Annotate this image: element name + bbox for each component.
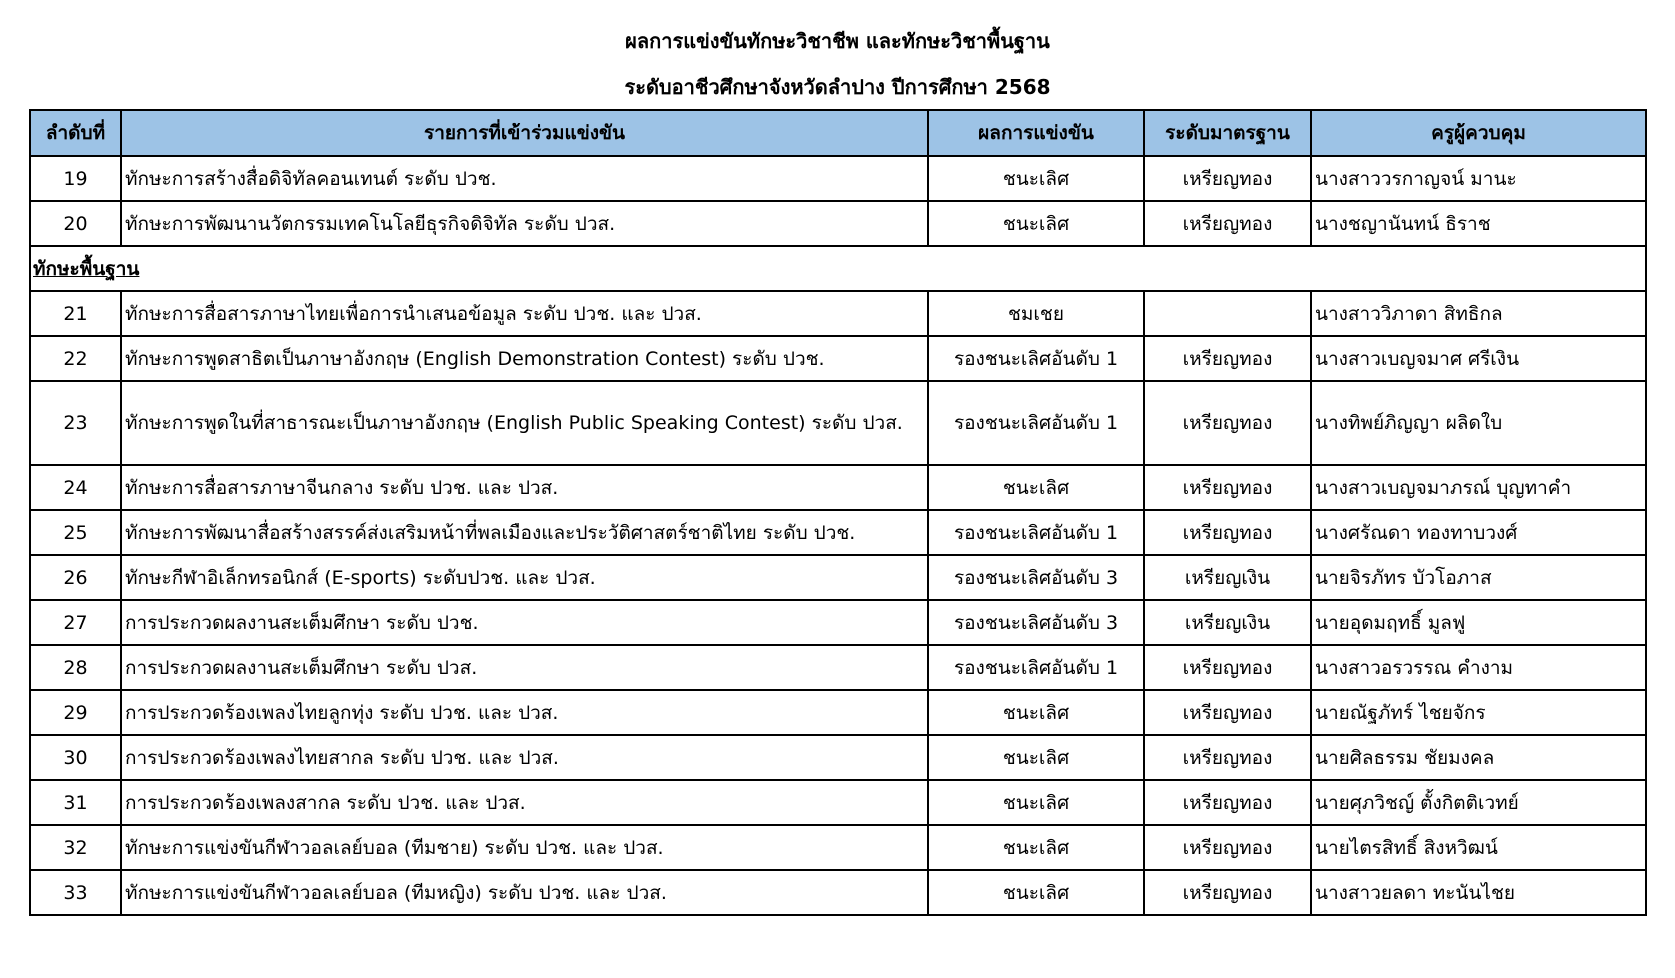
row-teacher: นายศิลธรรม ชัยมงคล [1311, 735, 1646, 780]
row-result: รองชนะเลิศอันดับ 1 [928, 645, 1144, 690]
row-no: 22 [30, 336, 121, 381]
row-teacher: นางสาวเบญจมาภรณ์ บุญทาคำ [1311, 465, 1646, 510]
row-item: ทักษะการพูดในที่สาธารณะเป็นภาษาอังกฤษ (English Public Speaking Contest) ระดับ ปวส. [121, 381, 928, 465]
row-no: 30 [30, 735, 121, 780]
row-result: ชนะเลิศ [928, 156, 1144, 201]
row-standard: เหรียญทอง [1144, 381, 1311, 465]
section-row [30, 246, 1646, 291]
row-teacher: นายจิรภัทร บัวโอภาส [1311, 555, 1646, 600]
table-row [30, 336, 1646, 381]
header-item: รายการที่เข้าร่วมแข่งขัน [121, 110, 928, 156]
row-item: ทักษะการพัฒนาสื่อสร้างสรรค์ส่งเสริมหน้าที่พลเมืองและประวัติศาสตร์ชาติไทย ระดับ ปวช. [121, 510, 928, 555]
row-standard: เหรียญทอง [1144, 690, 1311, 735]
row-teacher: นายไตรสิทธิ์ สิงหวิฒน์ [1311, 825, 1646, 870]
row-no: 21 [30, 291, 121, 336]
table-row [30, 465, 1646, 510]
table-row [30, 555, 1646, 600]
row-no: 26 [30, 555, 121, 600]
row-no: 31 [30, 780, 121, 825]
row-item: ทักษะการแข่งขันกีฬาวอลเลย์บอล (ทีมหญิง) ระดับ ปวช. และ ปวส. [121, 870, 928, 915]
row-teacher: นางสาวอรวรรณ คำงาม [1311, 645, 1646, 690]
row-teacher: นายศุภวิชญ์ ตั้งกิตติเวทย์ [1311, 780, 1646, 825]
row-standard: เหรียญทอง [1144, 735, 1311, 780]
row-result: ชมเชย [928, 291, 1144, 336]
row-no: 29 [30, 690, 121, 735]
row-result: รองชนะเลิศอันดับ 1 [928, 336, 1144, 381]
row-result: ชนะเลิศ [928, 690, 1144, 735]
row-standard: เหรียญทอง [1144, 201, 1311, 246]
row-item: ทักษะการสร้างสื่อดิจิทัลคอนเทนต์ ระดับ ปวช. [121, 156, 928, 201]
row-item: การประกวดร้องเพลงสากล ระดับ ปวช. และ ปวส. [121, 780, 928, 825]
row-standard: เหรียญทอง [1144, 156, 1311, 201]
row-item: การประกวดผลงานสะเต็มศึกษา ระดับ ปวช. [121, 600, 928, 645]
row-result: รองชนะเลิศอันดับ 3 [928, 600, 1144, 645]
row-result: รองชนะเลิศอันดับ 1 [928, 510, 1144, 555]
row-standard: เหรียญทอง [1144, 870, 1311, 915]
table-row [30, 780, 1646, 825]
row-result: ชนะเลิศ [928, 735, 1144, 780]
row-item: ทักษะการพูดสาธิตเป็นภาษาอังกฤษ (English Demonstration Contest) ระดับ ปวช. [121, 336, 928, 381]
header-result: ผลการแข่งขัน [928, 110, 1144, 156]
row-teacher: นางศรัณดา ทองทาบวงศ์ [1311, 510, 1646, 555]
row-item: ทักษะกีฬาอิเล็กทรอนิกส์ (E-sports) ระดับปวช. และ ปวส. [121, 555, 928, 600]
row-result: ชนะเลิศ [928, 465, 1144, 510]
row-standard: เหรียญทอง [1144, 825, 1311, 870]
row-standard: เหรียญทอง [1144, 645, 1311, 690]
row-teacher: นายอุดมฤทธิ์ มูลฟู [1311, 600, 1646, 645]
row-item: ทักษะการแข่งขันกีฬาวอลเลย์บอล (ทีมชาย) ระดับ ปวช. และ ปวส. [121, 825, 928, 870]
document-title-line1: ผลการแข่งขันทักษะวิชาชีพ และทักษะวิชาพื้นฐาน [625, 29, 1050, 53]
table-row [30, 600, 1646, 645]
table-row [30, 825, 1646, 870]
document-title-line2: ระดับอาชีวศึกษาจังหวัดลำปาง ปีการศึกษา 2568 [624, 75, 1051, 99]
table-row [30, 870, 1646, 915]
row-no: 28 [30, 645, 121, 690]
row-item: ทักษะการสื่อสารภาษาไทยเพื่อการนำเสนอข้อมูล ระดับ ปวช. และ ปวส. [121, 291, 928, 336]
row-no: 20 [30, 201, 121, 246]
row-result: ชนะเลิศ [928, 825, 1144, 870]
row-standard: เหรียญทอง [1144, 780, 1311, 825]
row-teacher: นางทิพย์ภิญญา ผลิดใบ [1311, 381, 1646, 465]
table-row [30, 690, 1646, 735]
row-standard: เหรียญทอง [1144, 510, 1311, 555]
row-standard: เหรียญทอง [1144, 465, 1311, 510]
table-row [30, 381, 1646, 465]
row-teacher: นางสาววิภาดา สิทธิกล [1311, 291, 1646, 336]
row-no: 33 [30, 870, 121, 915]
row-standard: เหรียญเงิน [1144, 600, 1311, 645]
row-teacher: นางสาวยลดา ทะนันไชย [1311, 870, 1646, 915]
row-standard [1144, 291, 1311, 336]
row-no: 19 [30, 156, 121, 201]
row-standard: เหรียญทอง [1144, 336, 1311, 381]
row-result: ชนะเลิศ [928, 870, 1144, 915]
table-row [30, 156, 1646, 201]
row-item: การประกวดร้องเพลงไทยลูกทุ่ง ระดับ ปวช. และ ปวส. [121, 690, 928, 735]
row-item: ทักษะการพัฒนานวัตกรรมเทคโนโลยีธุรกิจดิจิทัล ระดับ ปวส. [121, 201, 928, 246]
row-no: 23 [30, 381, 121, 465]
table-row [30, 735, 1646, 780]
table-row [30, 291, 1646, 336]
row-teacher: นางสาววรกาญจน์ มานะ [1311, 156, 1646, 201]
row-teacher: นางสาวเบญจมาศ ศรีเงิน [1311, 336, 1646, 381]
row-no: 25 [30, 510, 121, 555]
table-header-row [30, 110, 1646, 156]
table-row [30, 510, 1646, 555]
header-teacher: ครูผู้ควบคุม [1311, 110, 1646, 156]
row-standard: เหรียญเงิน [1144, 555, 1311, 600]
row-result: รองชนะเลิศอันดับ 1 [928, 381, 1144, 465]
row-result: ชนะเลิศ [928, 780, 1144, 825]
row-item: ทักษะการสื่อสารภาษาจีนกลาง ระดับ ปวช. และ ปวส. [121, 465, 928, 510]
row-no: 24 [30, 465, 121, 510]
row-result: รองชนะเลิศอันดับ 3 [928, 555, 1144, 600]
table-row [30, 201, 1646, 246]
results-table [29, 109, 1647, 916]
row-teacher: นายณัฐภัทร์ ไชยจักร [1311, 690, 1646, 735]
header-standard: ระดับมาตรฐาน [1144, 110, 1311, 156]
row-no: 32 [30, 825, 121, 870]
row-result: ชนะเลิศ [928, 201, 1144, 246]
header-no: ลำดับที่ [30, 110, 121, 156]
row-item: การประกวดผลงานสะเต็มศึกษา ระดับ ปวส. [121, 645, 928, 690]
row-no: 27 [30, 600, 121, 645]
row-item: การประกวดร้องเพลงไทยสากล ระดับ ปวช. และ ปวส. [121, 735, 928, 780]
section-label: ทักษะพื้นฐาน [30, 246, 1646, 291]
table-row [30, 645, 1646, 690]
row-teacher: นางชญานันทน์ ธิราช [1311, 201, 1646, 246]
